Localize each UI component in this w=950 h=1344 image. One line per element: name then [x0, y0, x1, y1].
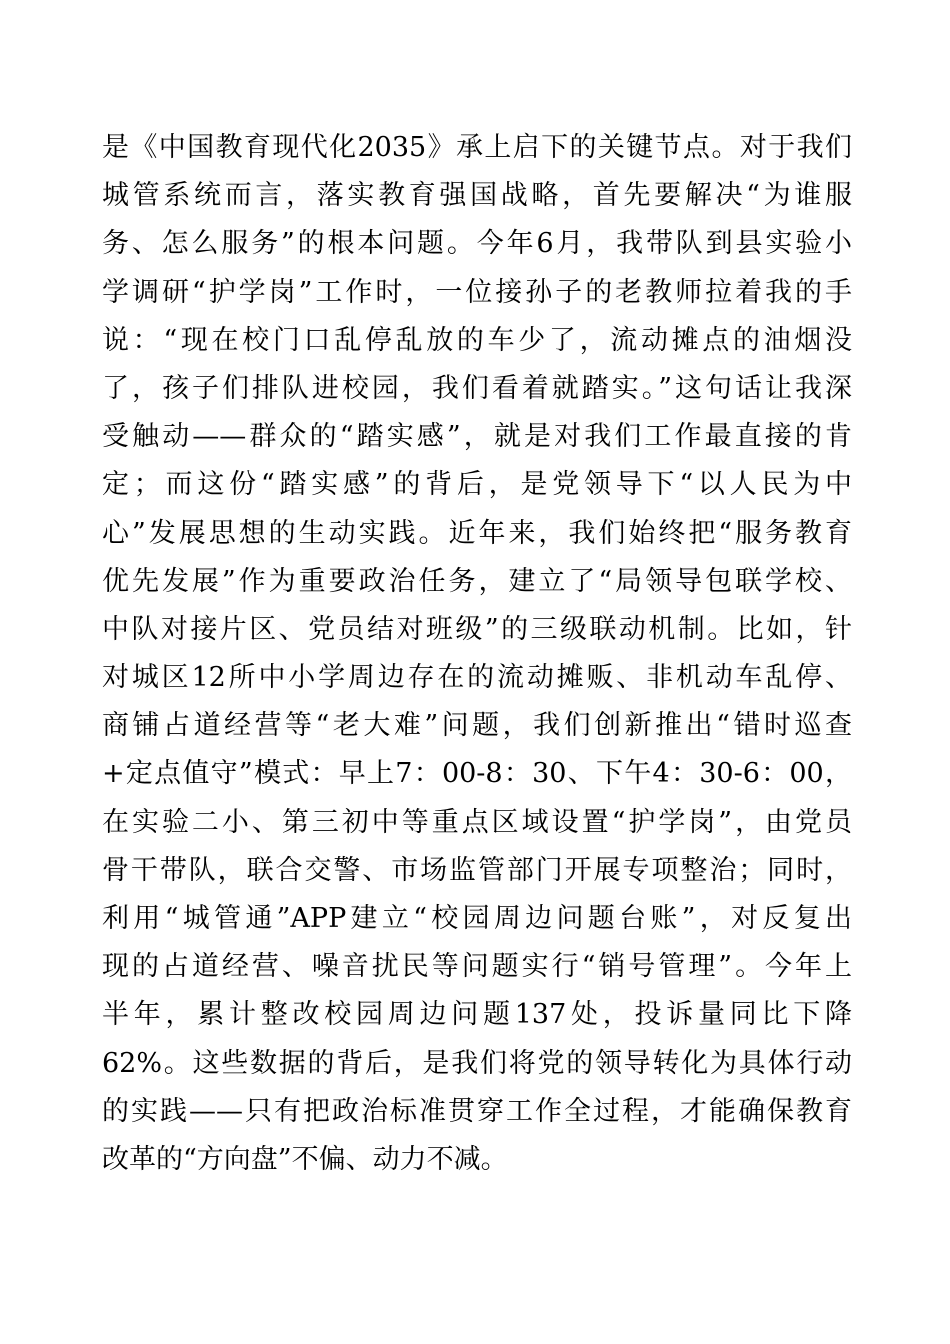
text-line: 现的占道经营、噪音扰民等问题实行“销号管理”。今年上	[102, 951, 852, 983]
text-line: 的实践——只有把政治标准贯穿工作全过程，才能确保教育	[102, 1095, 852, 1127]
text-line: 受触动——群众的“踏实感”，就是对我们工作最直接的肯	[102, 421, 852, 453]
text-line: 中队对接片区、党员结对班级”的三级联动机制。比如，针	[102, 613, 852, 645]
text-line: 优先发展”作为重要政治任务，建立了“局领导包联学校、	[102, 565, 852, 597]
text-line: 骨干带队，联合交警、市场监管部门开展专项整治；同时，	[102, 854, 852, 886]
text-line-last: 改革的“方向盘”不偏、动力不减。	[102, 1143, 508, 1175]
text-line: 62%。这些数据的背后，是我们将党的领导转化为具体行动	[102, 1047, 852, 1079]
text-line: 了，孩子们排队进校园，我们看着就踏实。”这句话让我深	[102, 372, 852, 404]
body-paragraph	[102, 124, 852, 1184]
text-line: 是《中国教育现代化2035》承上启下的关键节点。对于我们	[102, 132, 852, 163]
text-line: 学调研“护学岗”工作时，一位接孙子的老教师拉着我的手	[102, 276, 852, 308]
text-line: 城管系统而言，落实教育强国战略，首先要解决“为谁服	[102, 180, 852, 212]
text-line: 半年，累计整改校园周边问题137处，投诉量同比下降	[102, 999, 852, 1031]
text-line: 利用“城管通”APP建立“校园周边问题台账”，对反复出	[102, 903, 852, 934]
text-line: +定点值守”模式：早上7：00-8：30、下午4：30-6：00，	[102, 758, 852, 790]
text-line: 务、怎么服务”的根本问题。今年6月，我带队到县实验小	[102, 228, 852, 260]
text-line: 在实验二小、第三初中等重点区域设置“护学岗”，由党员	[102, 806, 852, 838]
text-line: 心”发展思想的生动实践。近年来，我们始终把“服务教育	[102, 517, 852, 549]
text-line: 说：“现在校门口乱停乱放的车少了，流动摊点的油烟没	[102, 324, 852, 356]
text-line: 定；而这份“踏实感”的背后，是党领导下“以人民为中	[102, 469, 852, 501]
text-line: 对城区12所中小学周边存在的流动摊贩、非机动车乱停、	[102, 662, 852, 694]
text-line: 商铺占道经营等“老大难”问题，我们创新推出“错时巡查	[102, 710, 852, 742]
